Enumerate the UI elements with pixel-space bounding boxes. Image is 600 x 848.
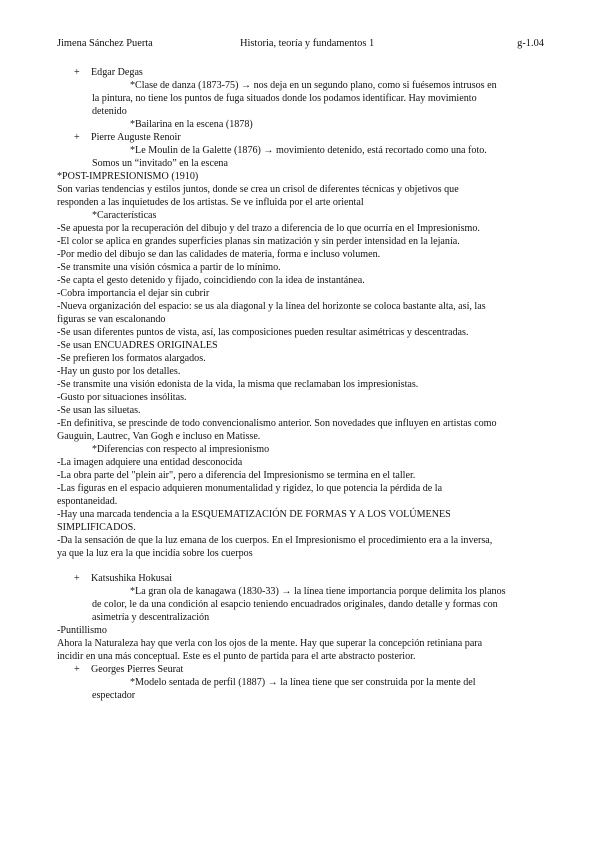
work-line: *Le Moulin de la Galette (1876) → movimiento detenido, está recortado como una foto. xyxy=(130,145,487,156)
artist-name: Georges Pierres Seurat xyxy=(91,664,184,675)
list-item: -Se transmite una visión edonista de la vida, la misma que reclamaban los impresionistas. xyxy=(57,379,419,390)
list-item: -Da la sensación de que la luz emana de los cuerpos. En el Impresionismo el procedimiento era a la inversa, xyxy=(57,535,493,546)
work-line: *Bailarina en la escena (1878) xyxy=(130,119,253,130)
list-item: -El color se aplica en grandes superficies planas sin matización y sin perder intensidad en la lejanía. xyxy=(57,236,460,247)
bullet-mark: + xyxy=(74,664,80,675)
header-group: g-1.04 xyxy=(517,38,544,49)
work-line: de color, le da una condición al esapcio teniendo encuadrados originales, dando detalle y formas con xyxy=(92,599,498,610)
list-item: -La imagen adquiere una entidad desconocida xyxy=(57,457,243,468)
artist-item-hokusai xyxy=(57,572,543,585)
list-item: -Hay una marcada tendencia a la ESQUEMATIZACIÓN DE FORMAS Y A LOS VOLÚMENES xyxy=(57,509,451,520)
list-item: -Se usan ENCUADRES ORIGINALES xyxy=(57,340,218,351)
subheading: *Características xyxy=(92,210,157,221)
list-item: -En definitiva, se prescinde de todo convencionalismo anterior. Son novedades que influyen en artistas como xyxy=(57,418,497,429)
list-item: Gauguin, Lautrec, Van Gogh e incluso en Matisse. xyxy=(57,431,261,442)
header-author: Jimena Sánchez Puerta xyxy=(57,38,153,49)
paragraph-line: incidir en una más conceptual. Este es el punto de partida para el arte abstracto posterior. xyxy=(57,651,416,662)
page-header xyxy=(57,38,544,52)
list-item: -Se usan las siluetas. xyxy=(57,405,141,416)
work-line: la pintura, no tiene los puntos de fuga situados donde los podamos identificar. Hay movimiento xyxy=(92,93,477,104)
list-item: -Se prefieren los formatos alargados. xyxy=(57,353,206,364)
list-item: -La obra parte del "plein air", pero a diferencia del Impresionismo se termina en el taller. xyxy=(57,470,416,481)
work-line: *Modelo sentada de perfil (1887) → la línea tiene que ser construida por la mente del xyxy=(130,677,476,688)
bullet-mark: + xyxy=(74,573,80,584)
list-item: -Cobra importancia el dejar sin cubrir xyxy=(57,288,210,299)
paragraph-line: Ahora la Naturaleza hay que verla con los ojos de la mente. Hay que superar la concepción retiniana para xyxy=(57,638,483,649)
header-course: Historia, teoría y fundamentos 1 xyxy=(240,38,375,49)
paragraph-line: responden a las inquietudes de los artistas. Se ve influida por el arte oriental xyxy=(57,197,364,208)
section-title: *POST-IMPRESIONISMO (1910) xyxy=(57,171,199,182)
artist-name: Pierre Auguste Renoir xyxy=(91,132,181,143)
work-line: *La gran ola de kanagawa (1830-33) → la línea tiene importancia porque delimita los planos xyxy=(130,586,506,597)
list-item: -Las figuras en el espacio adquieren monumentalidad y rigidez, lo que potencia la pérdida de la xyxy=(57,483,443,494)
bullet-mark: + xyxy=(74,67,80,78)
work-line: Somos un “invitado” en la escena xyxy=(92,158,228,169)
artist-item-seurat xyxy=(57,663,543,676)
list-item: -Por medio del dibujo se dan las calidades de materia, forma e incluso volumen. xyxy=(57,249,381,260)
artist-name: Edgar Degas xyxy=(91,67,143,78)
list-item: figuras se van escalonando xyxy=(57,314,166,325)
list-item: -Se apuesta por la recuperación del dibujo y del trazo a diferencia de lo que ocurría en el Impresionismo. xyxy=(57,223,480,234)
subheading: *Diferencias con respecto al impresionismo xyxy=(92,444,270,455)
work-line: asimetría y descentralización xyxy=(92,612,210,623)
document-body xyxy=(57,66,543,702)
spacer xyxy=(57,560,543,572)
list-item: -Se capta el gesto detenido y fijado, coincidiendo con la idea de instantánea. xyxy=(57,275,365,286)
list-item: -Se usan diferentes puntos de vista, así, las composiciones pueden resultar asimétricas y descentradas. xyxy=(57,327,469,338)
artist-item-degas xyxy=(57,66,543,79)
work-line: *Clase de danza (1873-75) → nos deja en un segundo plano, como si fuésemos intrusos en xyxy=(130,80,497,91)
list-item: -Se transmite una visión cósmica a partir de lo mínimo. xyxy=(57,262,281,273)
paragraph-line: Son varias tendencias y estilos juntos, donde se crea un crisol de diferentes técnicas y objetivos que xyxy=(57,184,459,195)
artist-item-renoir xyxy=(57,131,543,144)
list-item: -Nueva organización del espacio: se us ala diagonal y la línea del horizonte se coloca bastante alta, así, las xyxy=(57,301,486,312)
work-line: espectador xyxy=(92,690,136,701)
artist-name: Katsushika Hokusai xyxy=(91,573,173,584)
list-item: -Hay un gusto por los detalles. xyxy=(57,366,181,377)
list-item: ya que la luz era la que incidía sobre los cuerpos xyxy=(57,548,253,559)
section-title: -Puntillismo xyxy=(57,625,107,636)
list-item: SIMPLIFICADOS. xyxy=(57,522,136,533)
work-line: detenido xyxy=(92,106,127,117)
bullet-mark: + xyxy=(74,132,80,143)
list-item: -Gusto por situaciones insólitas. xyxy=(57,392,187,403)
list-item: espontaneidad. xyxy=(57,496,118,507)
